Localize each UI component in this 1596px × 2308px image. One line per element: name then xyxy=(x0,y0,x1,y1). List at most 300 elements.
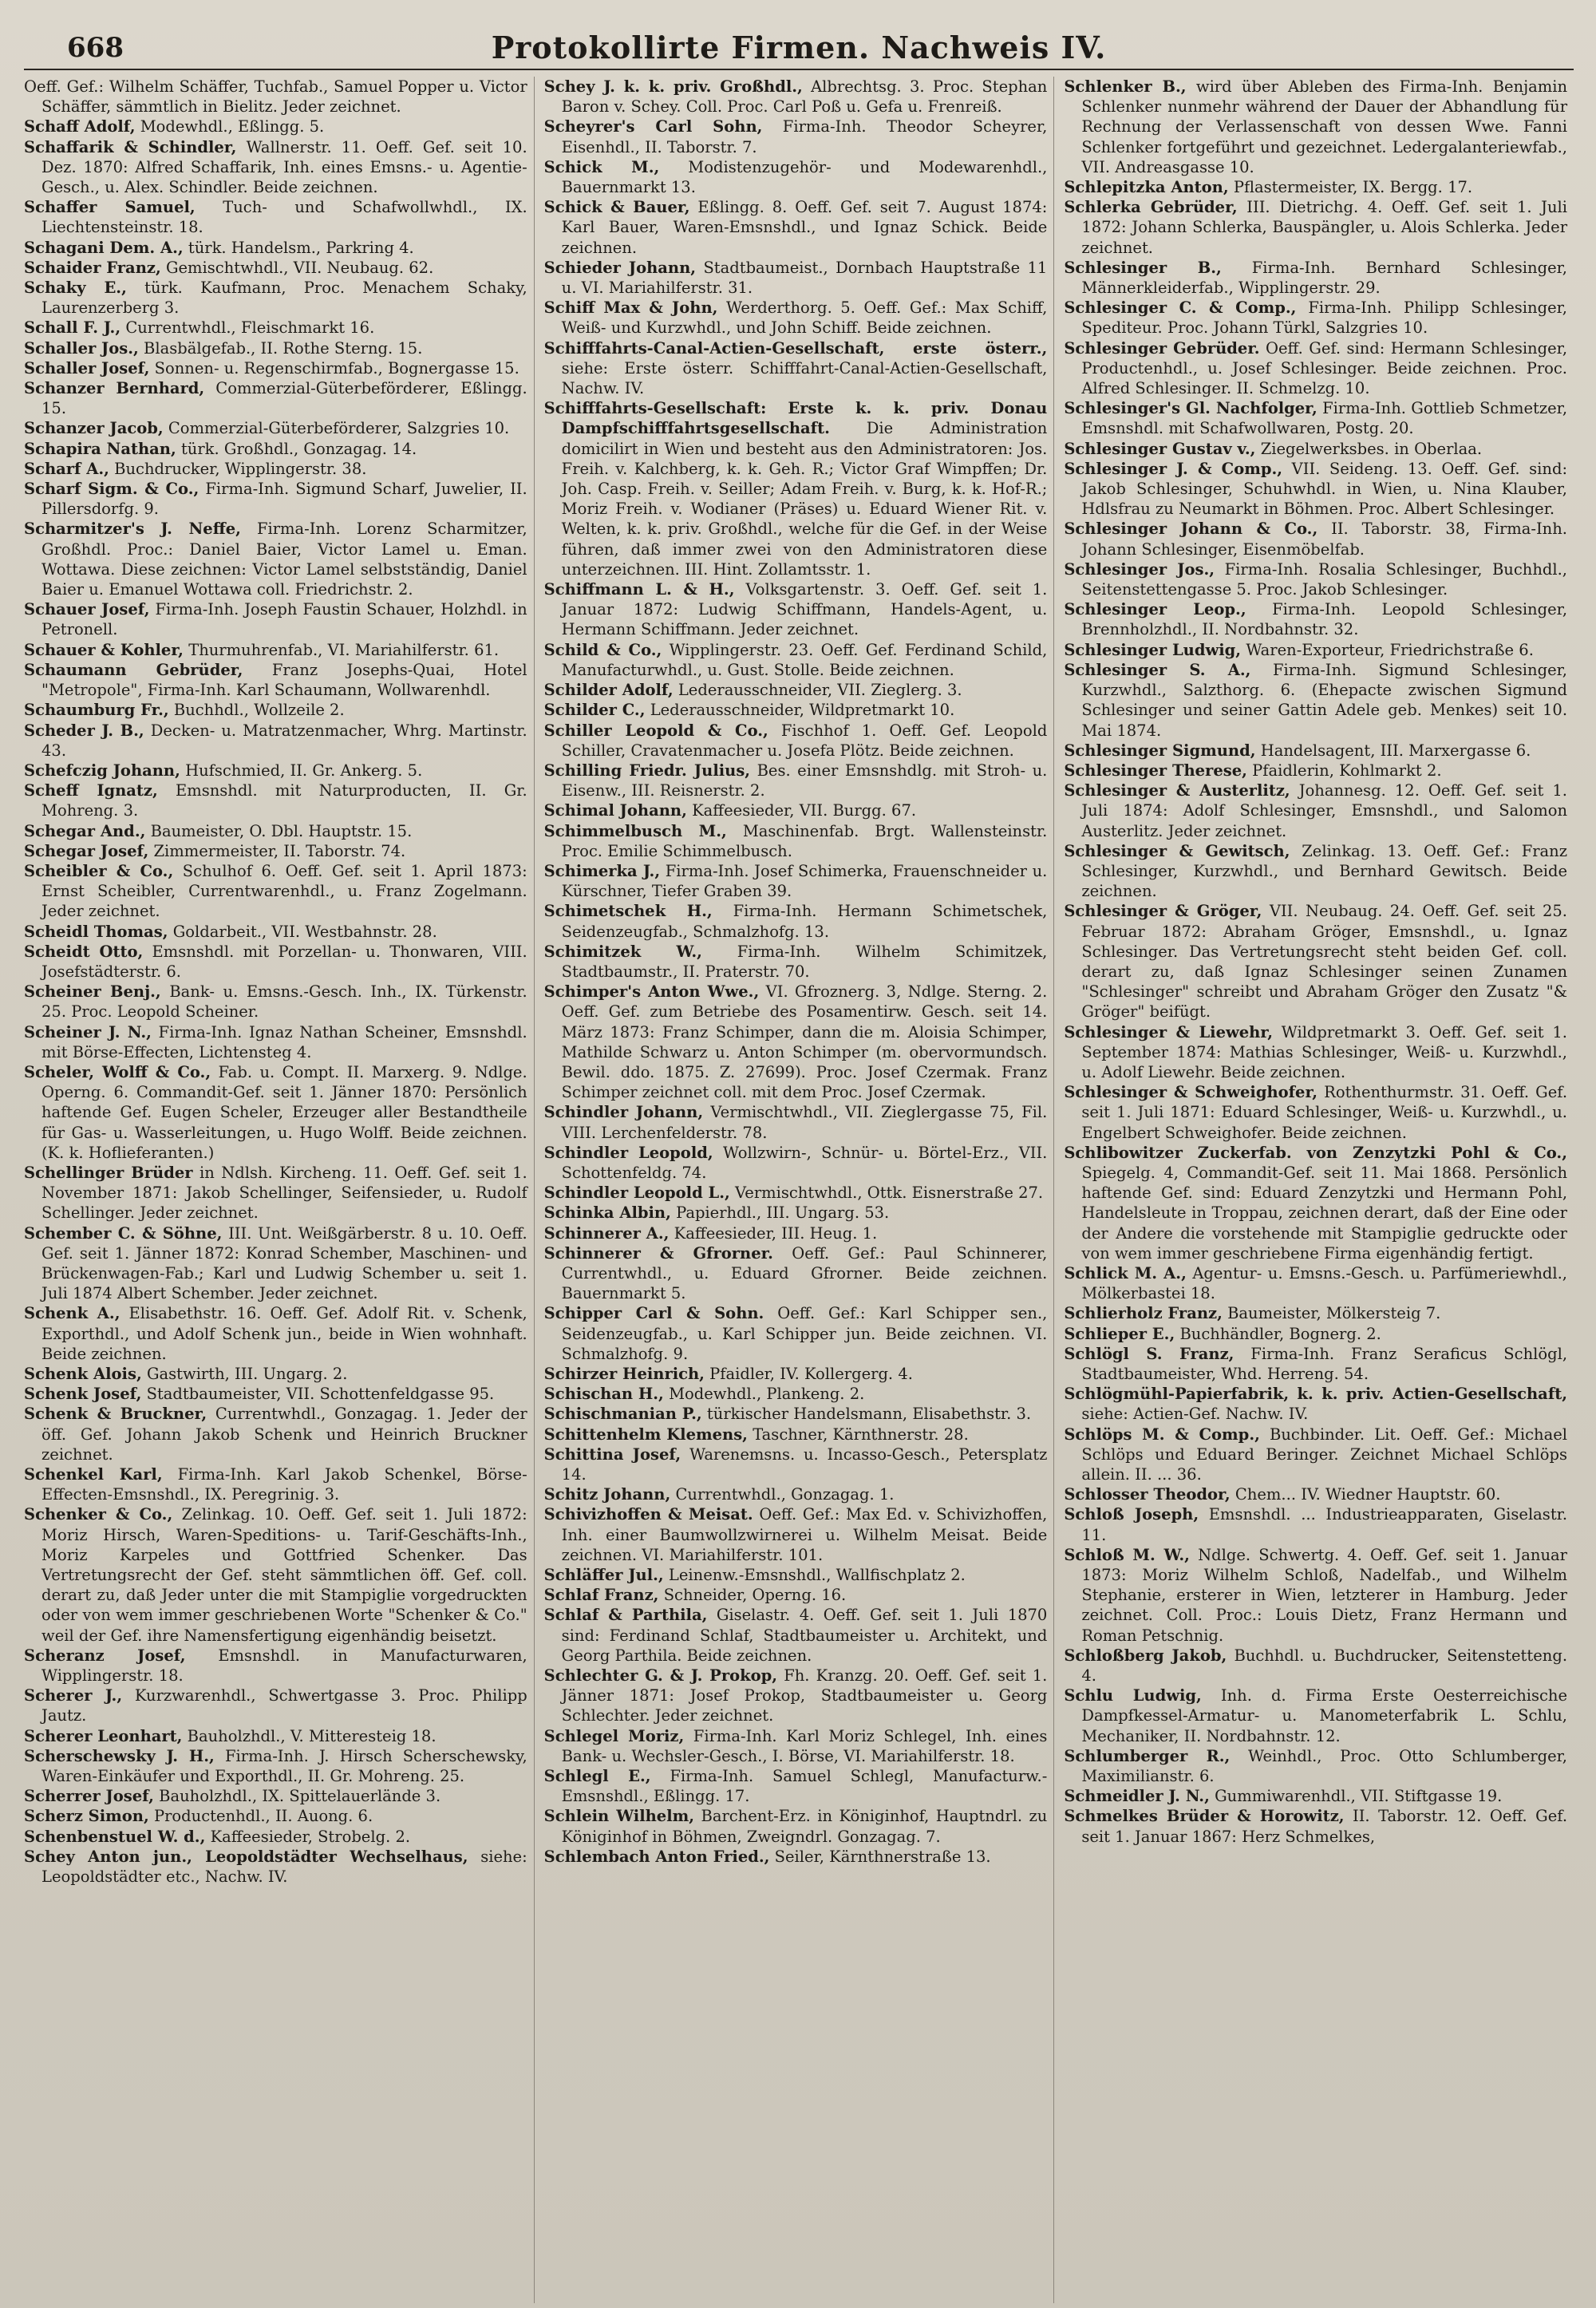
directory-entry xyxy=(24,1726,527,1746)
entry-text: III. Dietrichg. 4. Oeff. Gef. seit 1. Juli 1872: Johann Schlerka, Bauspängler, u. Alois Schlerka. Jeder zeichnet. xyxy=(1081,198,1568,257)
firm-name: Schlesinger Gebrüder. xyxy=(1064,338,1260,358)
firm-name: Schlesinger & Gewitsch, xyxy=(1064,841,1290,860)
directory-entry xyxy=(1064,519,1567,559)
firm-name: Scheff Ignatz, xyxy=(24,781,158,800)
directory-entry xyxy=(24,700,527,720)
entry-text: VI. Gfroznerg. 3, Ndlge. Sterng. 2. Oeff. Gef. zum Betriebe des Posamentirw. Gesch. seit 14. März 1873: Franz Schimper, dann die m. Aloisia Schimper, Mathilde Schwarz u. Anton Schimper (m. obervormundsch. Bewil. ddo. 1875. Z. 27699). Proc. Josef Czermak. Franz Schimper zeichnet coll. mit dem Proc. Josef Czermak. xyxy=(561,982,1048,1102)
directory-entry xyxy=(544,1143,1048,1183)
entry-text: Gemischtwhdl., VII. Neubaug. 62. xyxy=(165,258,434,277)
directory-entry xyxy=(544,1726,1048,1766)
entry-text: Lederausschneider, Wildpretmarkt 10. xyxy=(650,701,955,720)
entry-text: Ziegelwerksbes. in Oberlaa. xyxy=(1260,439,1483,458)
firm-name: Schlegel Moriz, xyxy=(543,1726,685,1745)
firm-name: Schilder Adolf, xyxy=(543,681,674,700)
directory-entry xyxy=(24,1062,527,1163)
entry-text: II. Taborstr. 38, Firma-Inh. Johann Schlesinger, Eisenmöbelfab. xyxy=(1081,520,1567,559)
firm-name: Schläffer Jul., xyxy=(543,1566,664,1585)
directory-entry xyxy=(24,1786,527,1806)
firm-name: Schifffahrts-Canal-Actien-Gesellschaft, erste österr., xyxy=(543,338,1048,358)
entry-text: Oeff. Gef.: Karl Schipper sen., Seidenzeugfab., u. Karl Schipper jun. Beide zeichnen. VI. Schmalzhofg. 9. xyxy=(561,1304,1048,1363)
directory-entry xyxy=(24,721,527,761)
firm-name: Schinka Albin, xyxy=(543,1203,671,1223)
firm-name: Schittenhelm Klemens, xyxy=(543,1425,748,1444)
entry-text: Zelinkag. 10. Oeff. Gef. seit 1. Juli 1872: Moriz Hirsch, Waren-Speditions- u. Tarif-Geschäfts-Inh., Moriz Karpeles und Gottfried Schenker. Das Vertretungsrecht der Gef. steht sämmtlichen öff. Gef. coll. derart zu, daß Jeder unter die mit Stampiglie vorgedruckten oder von wem immer geschriebenen Worte "Schenker & Co." weil der Gef. ihre Namensfertigung eigenhändig beisetzt. xyxy=(41,1505,527,1645)
entry-text: Emsnshdl. mit Porzellan- u. Thonwaren, VIII. Josefstädterstr. 6. xyxy=(41,942,527,981)
directory-entry xyxy=(1064,781,1567,841)
entry-text: Zimmermeister, II. Taborstr. 74. xyxy=(153,841,406,860)
firm-name: Schlerka Gebrüder, xyxy=(1064,198,1238,217)
directory-entry xyxy=(1064,1082,1567,1143)
column-1 xyxy=(24,77,535,2303)
entry-text: Buchhändler, Bognerg. 2. xyxy=(1179,1324,1381,1343)
entry-text: Firma-Inh. Joseph Faustin Schauer, Holzhdl. in Petronell. xyxy=(41,600,527,639)
entry-text: Firma-Inh. Bernhard Schlesinger, Männerkleiderfab., Wipplingerstr. 29. xyxy=(1081,258,1568,298)
directory-entry xyxy=(1064,1545,1567,1646)
directory-entry xyxy=(1064,258,1567,298)
entry-text: türk. Großhdl., Gonzagag. 14. xyxy=(180,439,417,458)
entry-text: Commerzial-Güterbeförderer, Salzgries 10. xyxy=(168,419,510,438)
firm-name: Schiffmann L. & H., xyxy=(543,580,735,599)
firm-name: Schindler Leopold, xyxy=(543,1143,713,1162)
firm-name: Schloß Joseph, xyxy=(1064,1505,1199,1524)
firm-name: Scheiner Benj., xyxy=(24,982,161,1002)
entry-text: Tuch- und Schafwollwhdl., IX. Liechtensteinstr. 18. xyxy=(41,198,527,237)
entry-text: Wipplingerstr. 23. Oeff. Gef. Ferdinand Schild, Manufacturwhdl., u. Gust. Stolle. Beide zeichnen. xyxy=(561,640,1048,679)
entry-text: Modewhdl., Eßlingg. 5. xyxy=(140,117,325,136)
entry-text: Franz Josephs-Quai, Hotel "Metropole", Firma-Inh. Karl Schaumann, Wollwarenhdl. xyxy=(41,660,527,700)
entry-text: Vermischtwhdl., VII. Zieglergasse 75, Fil. VIII. Lerchenfelderstr. 78. xyxy=(561,1103,1048,1142)
firm-name: Schmelkes Brüder & Horowitz, xyxy=(1064,1807,1345,1826)
firm-name: Schenk Alois, xyxy=(24,1365,142,1383)
firm-name: Schapira Nathan, xyxy=(24,439,176,458)
entry-text: Bauholzhdl., V. Mitteresteig 18. xyxy=(187,1726,437,1745)
firm-name: Schlesinger Gustav v., xyxy=(1064,439,1256,458)
firm-name: Schanzer Bernhard, xyxy=(24,379,205,398)
entry-text: Papierhdl., III. Ungarg. 53. xyxy=(676,1203,890,1223)
directory-entry xyxy=(1064,901,1567,1022)
entry-text: Emsnshdl. mit Naturproducten, II. Gr. Mohreng. 3. xyxy=(41,781,527,820)
directory-entry xyxy=(544,761,1048,800)
entry-text: Firma-Inh. Josef Schimerka, Frauenschneider u. Kürschner, Tiefer Graben 39. xyxy=(561,861,1048,901)
firm-name: Schenk A., xyxy=(24,1304,120,1323)
firm-name: Schiff Max & John, xyxy=(543,298,718,318)
firm-name: Schindler Leopold L., xyxy=(543,1184,730,1203)
firm-name: Schipper Carl & Sohn. xyxy=(543,1304,764,1323)
entry-text: Taschner, Kärnthnerstr. 28. xyxy=(753,1425,969,1444)
directory-entry xyxy=(544,901,1048,941)
entry-text: Hufschmied, II. Gr. Ankerg. 5. xyxy=(185,761,423,780)
firm-name: Schenk & Bruckner, xyxy=(24,1405,207,1424)
entry-text: Elisabethstr. 16. Oeff. Gef. Adolf Rit. v. Schenk, Exporthdl., und Adolf Schenk jun., beide in Wien wohnhaft. Beide zeichnen. xyxy=(41,1304,527,1363)
entry-text: Bauholzhdl., IX. Spittelauerlände 3. xyxy=(159,1787,441,1806)
directory-entry xyxy=(1064,1022,1567,1083)
column-3 xyxy=(1064,77,1574,2303)
entry-text: Warenemsns. u. Incasso-Gesch., Petersplatz 14. xyxy=(561,1444,1048,1484)
firm-name: Schlesinger Jos., xyxy=(1064,559,1215,579)
entry-text: Spiegelg. 4, Commandit-Gef. seit 11. Mai 1868. Persönlich haftende Gef. sind: Eduard Zenzytzki und Hermann Pohl, Handelsleute in Troppau, zeichnen derart, daß der Eine oder der Andere die vorstehende mit Stampiglie gedruckte oder von wem immer geschriebene Firma eigenhändig fertigt. xyxy=(1081,1163,1568,1263)
firm-name: Schenker & Co., xyxy=(24,1505,173,1524)
firm-name: Schimetschek H., xyxy=(543,902,713,921)
firm-name: Schey J. k. k. priv. Großhdl., xyxy=(543,77,803,96)
directory-entry xyxy=(1064,1484,1567,1504)
firm-name: Schlesinger & Austerlitz, xyxy=(1064,781,1290,800)
entry-text: Oeff. Gef.: Max Ed. v. Schivizhoffen, Inh. einer Baumwollzwirnerei u. Wilhelm Meisat. Beide zeichnen. VI. Mariahilferstr. 101. xyxy=(561,1505,1048,1564)
firm-name: Schilling Friedr. Julius, xyxy=(543,761,751,780)
firm-name: Schaffer Samuel, xyxy=(24,198,196,217)
firm-name: Scheler, Wolff & Co., xyxy=(24,1062,211,1081)
directory-entry xyxy=(544,721,1048,761)
entry-text: Werderthorg. 5. Oeff. Gef.: Max Schiff, Weiß- und Kurzwhdl., und John Schiff. Beide zeichnen. xyxy=(561,298,1048,338)
firm-name: Schinnerer & Gfrorner. xyxy=(543,1243,773,1263)
firm-name: Schimitzek W., xyxy=(543,942,702,961)
entry-text: Emsnshdl. ... Industrieapparaten, Giselastr. 11. xyxy=(1081,1505,1568,1544)
directory-entry xyxy=(1064,1324,1567,1344)
directory-entry xyxy=(544,1666,1048,1726)
firm-name: Schitz Johann, xyxy=(543,1485,671,1504)
entry-text: Schneider, Operng. 16. xyxy=(663,1586,847,1605)
directory-entry xyxy=(544,1565,1048,1585)
entry-text: Die Administration domicilirt in Wien und besteht aus den Administratoren: Jos. Freih. v. Kalchberg, k. k. Geh. R.; Victor Graf Wimpffen; Dr. Joh. Casp. Freih. v. Seiller; Adam Freih. v. Burg, k. k. Hof-R.; Moriz Freih. v. Wodianer (Präses) u. Eduard Wiener Rit. v. Welten, k. k. priv. Großhdl., welche für die Gef. in der Weise führen, daß immer zwei von den Administratoren diese unterzeichnen. III. Hint. Zollamtsstr. 1. xyxy=(561,419,1048,579)
directory-entry xyxy=(24,338,527,358)
entry-text: Barchent-Erz. in Königinhof, Hauptndrl. zu Königinhof in Böhmen, Zweigndrl. Gonzagag. 7. xyxy=(561,1807,1048,1846)
directory-entry xyxy=(24,1827,527,1847)
firm-name: Schlesinger C. & Comp., xyxy=(1064,298,1297,318)
entry-text: Buchdrucker, Wipplingerstr. 38. xyxy=(114,459,367,478)
firm-name: Schlesinger & Schweighofer, xyxy=(1064,1083,1318,1102)
firm-name: Schlögl S. Franz, xyxy=(1064,1344,1235,1363)
entry-text: Kaffeesieder, III. Heug. 1. xyxy=(674,1223,878,1243)
firm-name: Schaff Adolf, xyxy=(24,117,136,136)
directory-entry xyxy=(24,358,527,378)
entry-text: Currentwhdl., Fleischmarkt 16. xyxy=(125,318,375,338)
directory-entry xyxy=(544,398,1048,579)
directory-entry xyxy=(1064,559,1567,599)
directory-entry xyxy=(544,258,1048,298)
firm-name: Schlepitzka Anton, xyxy=(1064,178,1229,197)
directory-entry xyxy=(24,258,527,278)
firm-name: Schlein Wilhelm, xyxy=(543,1807,695,1826)
firm-name: Schloßberg Jakob, xyxy=(1064,1646,1227,1665)
firm-name: Scheder J. B., xyxy=(24,721,144,740)
firm-name: Schindler Johann, xyxy=(543,1103,704,1122)
entry-text: Firma-Inh. Philipp Schlesinger, Spediteur. Proc. Johann Türkl, Salzgries 10. xyxy=(1081,298,1568,338)
directory-entry xyxy=(1064,197,1567,258)
directory-entry xyxy=(1064,741,1567,761)
directory-entry xyxy=(544,1605,1048,1666)
directory-entry xyxy=(1064,1746,1567,1786)
entry-text: Vermischtwhdl., Ottk. Eisnerstraße 27. xyxy=(735,1184,1044,1203)
directory-entry xyxy=(544,1183,1048,1203)
firm-name: Schember C. & Söhne, xyxy=(24,1223,223,1243)
firm-name: Schimper's Anton Wwe., xyxy=(543,982,760,1002)
firm-name: Schivizhoffen & Meisat. xyxy=(543,1505,753,1524)
entry-text: Firma-Inh. Wilhelm Schimitzek, Stadtbaumstr., II. Praterstr. 70. xyxy=(561,942,1048,981)
directory-entry xyxy=(24,479,527,519)
firm-name: Schittina Josef, xyxy=(543,1444,681,1464)
directory-entry xyxy=(544,1585,1048,1605)
directory-entry xyxy=(24,599,527,639)
entry-text: Johannesg. 12. Oeff. Gef. seit 1. Juli 1874: Adolf Schlesinger, Emsnshdl., und Salomon Austerlitz. Jeder zeichnet. xyxy=(1081,781,1568,840)
entry-text: Productenhdl., II. Auong. 6. xyxy=(153,1807,373,1826)
entry-text: Gastwirth, III. Ungarg. 2. xyxy=(146,1365,348,1383)
entry-text: siehe: Actien-Gef. Nachw. IV. xyxy=(1081,1405,1309,1424)
directory-entry xyxy=(24,1364,527,1384)
entry-text: Thurmuhrenfab., VI. Mariahilferstr. 61. xyxy=(188,640,500,659)
directory-entry xyxy=(24,1384,527,1404)
firm-name: Schifffahrts-Gesellschaft: Erste k. k. priv. Donau Dampfschifffahrtsgesellschaft. xyxy=(543,399,1048,438)
entry-text: Lederausschneider, VII. Zieglerg. 3. xyxy=(678,681,962,700)
directory-entry xyxy=(24,318,527,338)
directory-entry xyxy=(1064,1686,1567,1746)
directory-entry xyxy=(1064,177,1567,197)
entry-text: Gummiwarenhdl., VII. Stiftgasse 19. xyxy=(1215,1787,1503,1806)
directory-entry xyxy=(1064,459,1567,520)
firm-name: Scheidl Thomas, xyxy=(24,922,168,941)
columns xyxy=(24,77,1574,2303)
entry-text: Zelinkag. 13. Oeff. Gef.: Franz Schlesinger, Kurzwhdl., und Bernhard Gewitsch. Beide zeichnen. xyxy=(1081,841,1568,901)
firm-name: Schenbenstuel W. d., xyxy=(24,1827,206,1846)
directory-entry xyxy=(24,761,527,781)
directory-entry xyxy=(24,922,527,942)
firm-name: Schlöps M. & Comp., xyxy=(1064,1425,1260,1444)
entry-text: Inh. d. Firma Erste Oesterreichische Dampfkessel-Armatur- u. Manometerfabrik L. Schlu, Mechaniker, II. Nordbahnstr. 12. xyxy=(1081,1686,1568,1745)
firm-name: Scheyrer's Carl Sohn, xyxy=(543,117,763,136)
directory-entry xyxy=(544,1444,1048,1484)
entry-text: Fab. u. Compt. II. Marxerg. 9. Ndlge. Operng. 6. Commandit-Gef. seit 1. Jänner 1870: Persönlich haftende Gef. Eugen Scheler, Erzeuger aller Bestandtheile für Gas- u. Wasserleitungen, u. Hugo Wolff. Beide zeichnen. (K. k. Hoflieferanten.) xyxy=(41,1062,527,1162)
directory-entry xyxy=(24,660,527,700)
firm-name: Schegar Josef, xyxy=(24,841,149,860)
directory-entry xyxy=(544,1806,1048,1846)
entry-text: Pfaidlerin, Kohlmarkt 2. xyxy=(1252,761,1442,780)
directory-entry xyxy=(1064,1303,1567,1323)
entry-text: Wollzwirn-, Schnür- u. Börtel-Erz., VII. Schottenfeldg. 74. xyxy=(561,1143,1048,1182)
entry-text: Bank- u. Emsns.-Gesch. Inh., IX. Türkenstr. 25. Proc. Leopold Scheiner. xyxy=(41,982,527,1022)
firm-name: Schick M., xyxy=(543,157,660,176)
entry-text: Seiler, Kärnthnerstraße 13. xyxy=(774,1847,991,1866)
directory-entry xyxy=(24,841,527,861)
directory-entry xyxy=(544,579,1048,640)
entry-text: Commerzial-Güterbeförderer, Eßlingg. 15. xyxy=(41,379,527,418)
directory-entry xyxy=(544,1102,1048,1142)
firm-name: Scheranz Josef, xyxy=(24,1646,186,1665)
entry-text: Oeff. Gef.: Wilhelm Schäffer, Tuchfab., Samuel Popper u. Victor Schäffer, sämmtlich in Bielitz. Jeder zeichnet. xyxy=(24,77,527,117)
firm-name: Schanzer Jacob, xyxy=(24,419,164,438)
firm-name: Scharf A., xyxy=(24,459,109,478)
directory-entry xyxy=(544,1303,1048,1364)
entry-text: Modistenzugehör- und Modewarenhdl., Bauernmarkt 13. xyxy=(561,157,1048,197)
directory-entry xyxy=(1064,338,1567,399)
directory-entry xyxy=(24,821,527,841)
firm-name: Schaumann Gebrüder, xyxy=(24,660,243,679)
firm-name: Schegar And., xyxy=(24,821,146,840)
running-title: Protokollirte Firmen. Nachweis IV. xyxy=(491,30,1107,65)
firm-name: Schilder C., xyxy=(543,701,646,720)
directory-entry xyxy=(1064,298,1567,338)
firm-name: Schlick M. A., xyxy=(1064,1263,1187,1282)
firm-name: Schauer Josef, xyxy=(24,600,150,619)
directory-entry xyxy=(24,982,527,1022)
entry-text: Goldarbeit., VII. Westbahnstr. 28. xyxy=(172,922,437,941)
entry-text: Agentur- u. Emsns.-Gesch. u. Parfümeriewhdl., Mölkerbastei 18. xyxy=(1081,1263,1568,1303)
directory-entry xyxy=(544,942,1048,982)
entry-text: Rothenthurmstr. 31. Oeff. Gef. seit 1. Juli 1871: Eduard Schlesinger, Weiß- u. Kurzwhdl., u. Engelbert Schweighofer. Beide zeichnen. xyxy=(1081,1083,1568,1142)
entry-text: Oeff. Gef.: Paul Schinnerer, Currentwhdl., u. Eduard Gfrorner. Beide zeichnen. Bauernmarkt 5. xyxy=(561,1243,1048,1303)
firm-name: Scheiner J. N., xyxy=(24,1022,152,1041)
directory-entry xyxy=(24,459,527,479)
firm-name: Schlesinger & Gröger, xyxy=(1064,902,1262,921)
directory-entry xyxy=(544,1847,1048,1867)
entry-text: siehe: Erste österr. Schifffahrt-Canal-Actien-Gesellschaft, Nachw. IV. xyxy=(561,358,1048,398)
entry-text: wird über Ableben des Firma-Inh. Benjamin Schlenker nunmehr während der Dauer der Abhandlung für Rechnung der Verlassenschaft von dessen Wwe. Fanni Schlenker fortgeführt und gezeichnet. Ledergalanteriewfab., VII. Andreasgasse 10. xyxy=(1081,77,1568,176)
directory-entry xyxy=(544,982,1048,1102)
directory-entry xyxy=(544,861,1048,901)
directory-entry xyxy=(544,1504,1048,1565)
entry-text: Chem... IV. Wiedner Hauptstr. 60. xyxy=(1235,1485,1501,1504)
directory-entry xyxy=(1064,1143,1567,1263)
firm-name: Schlesinger's Gl. Nachfolger, xyxy=(1064,399,1317,418)
firm-name: Schlembach Anton Fried., xyxy=(543,1847,770,1866)
firm-name: Schlumberger R., xyxy=(1064,1746,1231,1765)
entry-text: Fh. Kranzg. 20. Oeff. Gef. seit 1. Jänner 1871: Josef Prokop, Stadtbaumeister u. Georg Schlechter. Jeder zeichnet. xyxy=(561,1666,1048,1725)
firm-name: Schick & Bauer, xyxy=(543,198,690,217)
entry-text: Firma-Inh. Karl Moriz Schlegel, Inh. eines Bank- u. Wechsler-Gesch., I. Börse, VI. Mariahilferstr. 18. xyxy=(561,1726,1048,1765)
entry-text: siehe: Leopoldstädter etc., Nachw. IV. xyxy=(41,1847,527,1887)
firm-name: Schlierholz Franz, xyxy=(1064,1304,1223,1323)
firm-name: Schinnerer A., xyxy=(543,1223,670,1243)
entry-text: Buchhdl. u. Buchdrucker, Seitenstetteng. 4. xyxy=(1081,1646,1568,1686)
entry-text: Decken- u. Matratzenmacher, Whrg. Martinstr. 43. xyxy=(41,721,527,760)
entry-text: Firma-Inh. Franz Seraficus Schlögl, Stadtbaumeister, Whd. Herreng. 54. xyxy=(1081,1344,1568,1383)
firm-name: Schlesinger J. & Comp., xyxy=(1064,459,1283,478)
directory-entry xyxy=(24,1686,527,1725)
directory-entry xyxy=(24,1504,527,1645)
directory-entry xyxy=(544,700,1048,720)
directory-entry xyxy=(24,1847,527,1887)
firm-name: Scherer Leonhart, xyxy=(24,1726,183,1745)
directory-entry xyxy=(24,1806,527,1826)
firm-name: Schlesinger Therese, xyxy=(1064,761,1247,780)
directory-entry xyxy=(1064,1786,1567,1806)
firm-name: Schagani Dem. A., xyxy=(24,238,184,257)
entry-text: VII. Neubaug. 24. Oeff. Gef. seit 25. Februar 1872: Abraham Gröger, Emsnshdl., u. Ignaz Schlesinger. Das Vertretungsrecht steht beiden Gef. coll. derart zu, daß Ignaz Schlesinger seinen Zunamen "Schlesinger" schreibt und Abraham Gröger den Zusatz "& Gröger" beifügt. xyxy=(1081,902,1568,1022)
entry-text: Firma-Inh. J. Hirsch Scherschewsky, Waren-Einkäufer und Exporthdl., II. Gr. Mohreng. 25. xyxy=(41,1746,527,1786)
firm-name: Scharf Sigm. & Co., xyxy=(24,480,200,499)
directory-entry xyxy=(1064,1806,1567,1846)
entry-text: Currentwhdl., Gonzagag. 1. Jeder der öff. Gef. Johann Jakob Schenk und Heinrich Bruckner zeichnet. xyxy=(41,1405,527,1464)
firm-name: Schlenker B., xyxy=(1064,77,1187,96)
directory-entry xyxy=(1064,77,1567,177)
entry-text: in Ndlsh. Kircheng. 11. Oeff. Gef. seit 1. November 1871: Jakob Schellinger, Seifensieder, u. Rudolf Schellinger. Jeder zeichnet. xyxy=(41,1163,527,1223)
entry-text: Schulhof 6. Oeff. Gef. seit 1. April 1873: Ernst Scheibler, Currentwarenhdl., u. Franz Zogelmann. Jeder zeichnet. xyxy=(41,861,527,921)
directory-entry xyxy=(24,1303,527,1364)
directory-entry xyxy=(544,1223,1048,1243)
entry-text: Kaffeesieder, Strobelg. 2. xyxy=(210,1827,411,1846)
entry-text: Weinhdl., Proc. Otto Schlumberger, Maximilianstr. 6. xyxy=(1081,1746,1568,1786)
firm-name: Schlibowitzer Zuckerfab. von Zenzytzki Pohl & Co., xyxy=(1064,1143,1568,1162)
entry-text: Wallnerstr. 11. Oeff. Gef. seit 10. Dez. 1870: Alfred Schaffarik, Inh. eines Emsns.- u. Agentie-Gesch., u. Alex. Schindler. Beide zeichnen. xyxy=(41,137,527,197)
directory-entry xyxy=(1064,439,1567,459)
firm-name: Scherrer Josef, xyxy=(24,1787,154,1806)
firm-name: Scherer J., xyxy=(24,1686,123,1705)
firm-name: Schaller Jos., xyxy=(24,338,139,358)
directory-entry xyxy=(24,519,527,599)
firm-name: Schild & Co., xyxy=(543,640,662,659)
firm-name: Schimerka J., xyxy=(543,861,661,880)
entry-text: Ndlge. Schwertg. 4. Oeff. Gef. seit 1. Januar 1873: Moriz Wilhelm Schloß, Nadelfab., und Wilhelm Stephanie, ersterer in Wien, letzterer in Hamburg. Jeder zeichnet. Coll. Proc.: Louis Dietz, Franz Hermann und Roman Petschnig. xyxy=(1081,1545,1568,1645)
firm-name: Schlechter G. & J. Prokop, xyxy=(543,1666,778,1686)
firm-name: Scheibler & Co., xyxy=(24,861,174,880)
directory-entry xyxy=(1064,841,1567,902)
directory-entry xyxy=(544,1364,1048,1384)
directory-entry xyxy=(544,680,1048,700)
entry-text: türk. Handelsm., Parkring 4. xyxy=(188,238,414,257)
directory-entry xyxy=(1064,1504,1567,1544)
directory-entry xyxy=(544,338,1048,399)
directory-entry xyxy=(24,861,527,922)
directory-entry xyxy=(544,1766,1048,1806)
firm-name: Schlaf & Parthila, xyxy=(543,1606,708,1625)
firm-name: Schlosser Theodor, xyxy=(1064,1485,1231,1504)
directory-entry xyxy=(24,1646,527,1686)
firm-name: Schiller Leopold & Co., xyxy=(543,721,768,740)
entry-text: Sonnen- u. Regenschirmfab., Bognergasse 15. xyxy=(154,358,519,377)
directory-entry xyxy=(1064,398,1567,438)
entry-text: Firma-Inh. Rosalia Schlesinger, Buchhdl., Seitenstettengasse 5. Proc. Jakob Schlesinger. xyxy=(1081,559,1568,599)
directory-entry xyxy=(544,1203,1048,1223)
entry-text: Firma-Inh. Sigmund Schlesinger, Kurzwhdl., Salzthorg. 6. (Ehepacte zwischen Sigmund Schlesinger und seiner Gattin Adele geb. Menkes) seit 10. Mai 1874. xyxy=(1081,660,1568,740)
directory-entry xyxy=(544,77,1048,117)
entry-text: Blasbälgefab., II. Rothe Sterng. 15. xyxy=(144,338,423,358)
entry-text: Stadtbaumeister, VII. Schottenfeldgasse 95. xyxy=(146,1385,495,1404)
directory-entry xyxy=(24,418,527,438)
directory-entry xyxy=(1064,1263,1567,1303)
directory-entry xyxy=(24,1404,527,1464)
directory-entry xyxy=(544,1484,1048,1504)
firm-name: Schlu Ludwig, xyxy=(1064,1686,1202,1705)
directory-entry xyxy=(544,197,1048,258)
firm-name: Schaller Josef, xyxy=(24,358,150,377)
firm-name: Schauer & Kohler, xyxy=(24,640,184,659)
firm-name: Schlesinger B., xyxy=(1064,258,1222,277)
directory-entry xyxy=(1064,1646,1567,1686)
firm-name: Schaider Franz, xyxy=(24,258,161,277)
firm-name: Schenkel Karl, xyxy=(24,1465,163,1484)
directory-entry xyxy=(544,117,1048,156)
directory-entry xyxy=(1064,1384,1567,1424)
directory-entry xyxy=(544,800,1048,820)
directory-entry xyxy=(24,117,527,136)
column-2 xyxy=(544,77,1055,2303)
firm-name: Schimmelbusch M., xyxy=(543,821,727,840)
firm-name: Schey Anton jun., Leopoldstädter Wechselhaus, xyxy=(24,1847,468,1866)
entry-text: Kurzwarenhdl., Schwertgasse 3. Proc. Philipp Jautz. xyxy=(41,1686,527,1725)
directory-entry xyxy=(544,298,1048,338)
entry-text: Firma-Inh. Lorenz Scharmitzer, Großhdl. Proc.: Daniel Baier, Victor Lamel u. Eman. Wottawa. Diese zeichnen: Victor Lamel selbstständig, Daniel Baier u. Emanuel Wottawa coll. Friedrichstr. 2. xyxy=(41,520,527,599)
entry-text: Eßlingg. 8. Oeff. Gef. seit 7. August 1874: Karl Bauer, Waren-Emsnshdl., und Ignaz Schick. Beide zeichnen. xyxy=(561,198,1048,257)
firm-name: Schischmanian P., xyxy=(543,1405,702,1424)
firm-name: Schlesinger S. A., xyxy=(1064,660,1251,679)
firm-name: Schlesinger & Liewehr, xyxy=(1064,1022,1273,1041)
entry-text: Oeff. Gef. sind: Hermann Schlesinger, Productenhdl., u. Josef Schlesinger. Beide zeichnen. Proc. Alfred Schlesinger. II. Schmelzg. 10. xyxy=(1081,338,1568,398)
firm-name: Scharmitzer's J. Neffe, xyxy=(24,520,241,539)
entry-text: Giselastr. 4. Oeff. Gef. seit 1. Juli 1870 sind: Ferdinand Schlaf, Stadtbaumeister u. Architekt, und Georg Parthila. Beide zeichnen. xyxy=(561,1606,1048,1665)
entry-text: Modewhdl., Plankeng. 2. xyxy=(669,1385,865,1404)
entry-text: Firma-Inh. Theodor Scheyrer, Eisenhdl., II. Taborstr. 7. xyxy=(561,117,1048,156)
firm-name: Schirzer Heinrich, xyxy=(543,1365,705,1383)
entry-text: Albrechtsg. 3. Proc. Stephan Baron v. Schey. Coll. Proc. Carl Poß u. Gefa u. Frenreiß. xyxy=(561,77,1048,117)
directory-entry xyxy=(1064,640,1567,660)
entry-text: türk. Kaufmann, Proc. Menachem Schaky, Laurenzerberg 3. xyxy=(41,279,527,318)
